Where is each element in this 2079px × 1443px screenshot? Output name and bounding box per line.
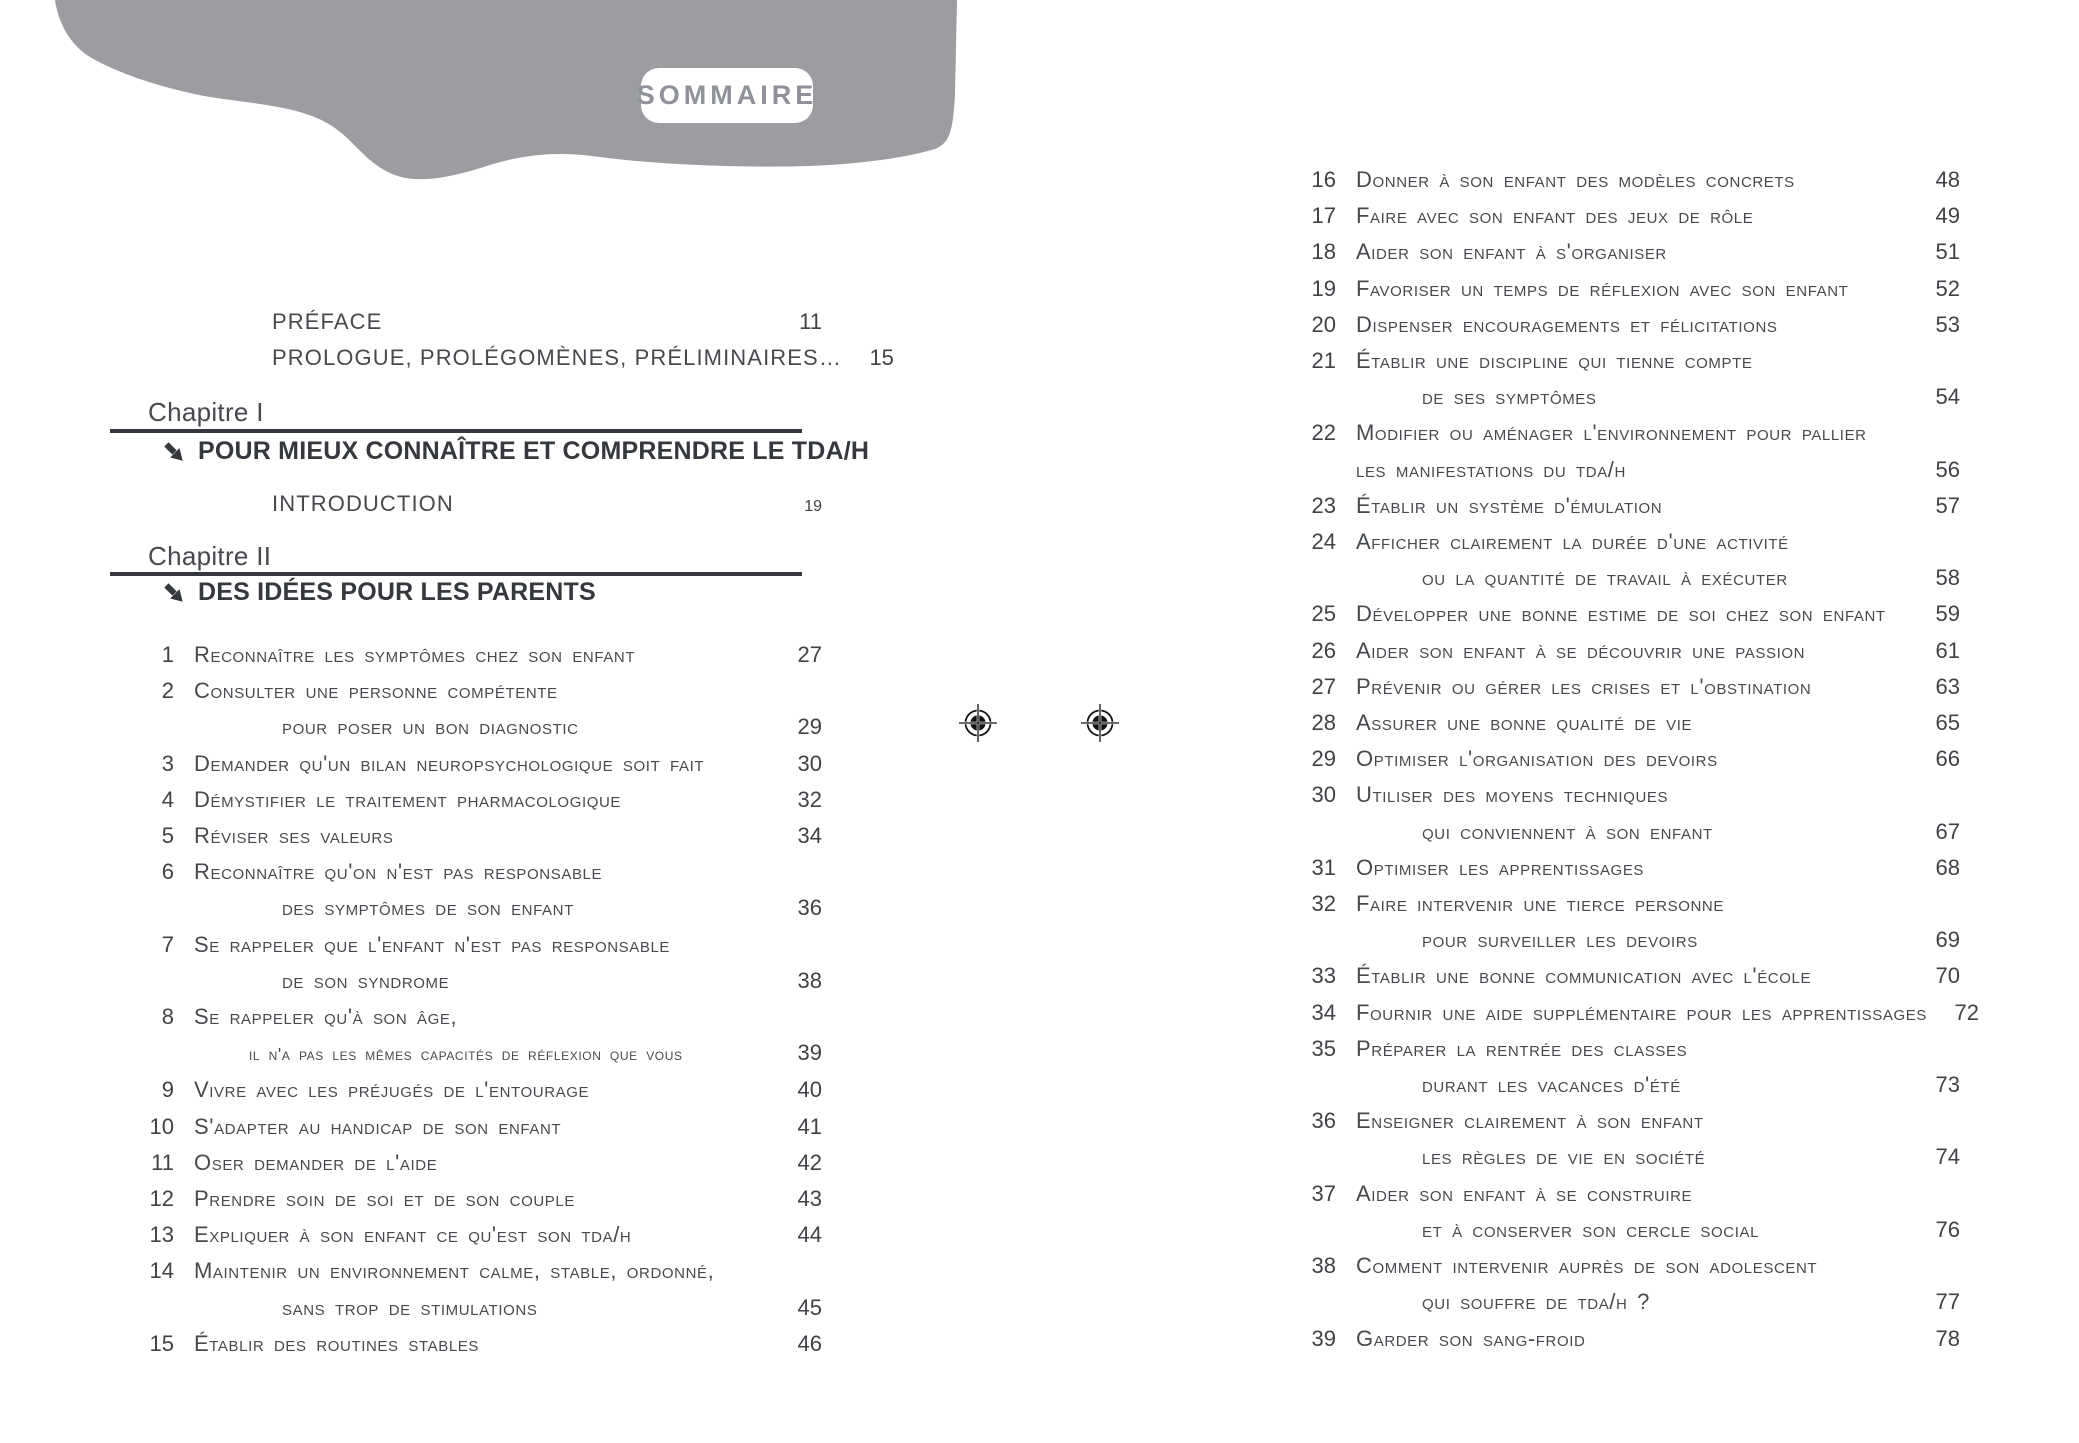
toc-item-title: Enseigner clairement à son enfant [1356,1108,1704,1134]
decorative-blob [0,0,980,200]
toc-row [110,818,822,854]
toc-row [1272,596,1960,632]
toc-row [110,673,822,709]
toc-item-title: les manifestations du tda/h [1356,456,1626,482]
toc-item-number: 5 [161,823,174,849]
toc-row [1272,198,1960,234]
toc-row [1272,1321,1960,1357]
toc-item-number: 13 [149,1222,174,1248]
toc-item-title: Faire avec son enfant des jeux de rôle [1356,203,1754,229]
toc-item-title: qui conviennent à son enfant [1422,818,1713,844]
toc-item-title: de son syndrome [282,967,450,993]
toc-row [1272,1031,1960,1067]
toc-list-left [110,637,822,1362]
toc-row [110,1072,822,1108]
toc-row [1272,741,1960,777]
chapter2-title: DES IDÉES POUR LES PARENTS [198,578,596,606]
toc-item-title: Se rappeler que l'enfant n'est pas responsable [194,931,671,957]
toc-item-title: sans trop de stimulations [282,1294,538,1320]
toc-row [110,999,822,1035]
toc-item-page: 73 [1935,1072,1960,1098]
toc-item-page: 65 [1935,710,1960,736]
toc-item-title: Expliquer à son enfant ce qu'est son tda/h [194,1222,632,1248]
toc-item-page: 66 [1935,746,1960,772]
toc-item-title: Aider son enfant à s'organiser [1356,239,1667,265]
toc-row [110,1109,822,1145]
toc-item-page: 39 [797,1040,822,1066]
toc-item-title: Dispenser encouragements et félicitations [1356,311,1778,337]
toc-row [1272,777,1960,813]
toc-item-page: 48 [1935,167,1960,192]
toc-row [110,1290,822,1326]
toc-item-number: 36 [1311,1108,1336,1134]
toc-item-page: 74 [1935,1144,1960,1170]
toc-row [110,1326,822,1362]
toc-item-title: Afficher clairement la durée d'une activité [1356,529,1789,555]
toc-item-title: PROLOGUE, PROLÉGOMÈNES, PRÉLIMINAIRES… [272,345,842,371]
toc-item-number: 9 [161,1077,174,1103]
toc-item-number: 18 [1311,239,1336,265]
chapter2-title-row [162,578,596,607]
toc-item-page: 72 [1954,999,1979,1025]
toc-row [1272,307,1960,343]
toc-row [1272,1212,1960,1248]
toc-row [1272,922,1960,958]
toc-item-title: Demander qu'un bilan neuropsychologique soit fait [194,750,705,776]
toc-row [110,1035,822,1072]
toc-item-title: Faire intervenir une tierce personne [1356,891,1724,917]
sommaire-badge-label: SOMMAIRE [636,80,818,110]
toc-row [1272,488,1960,524]
toc-item-title: durant les vacances d'été [1422,1072,1681,1098]
toc-item-page: 49 [1935,203,1960,229]
toc-item-page: 63 [1935,673,1960,699]
toc-item-number: 29 [1311,746,1336,772]
toc-item-page: 41 [797,1113,822,1139]
toc-item-number: 39 [1311,1325,1336,1351]
arrow-down-right-icon [162,440,186,464]
toc-item-page: 29 [797,714,822,740]
toc-item-title: Donner à son enfant des modèles concrets [1356,167,1795,192]
toc-item-number: 22 [1311,420,1336,446]
toc-item-title: S'adapter au handicap de son enfant [194,1113,562,1139]
toc-item-title: Prévenir ou gérer les crises et l'obstination [1356,673,1812,699]
toc-row [1272,1284,1960,1320]
toc-item-title: Réviser ses valeurs [194,823,394,849]
chapter-rule [110,572,802,576]
toc-item-page: 57 [1935,492,1960,518]
toc-item-page: 40 [797,1077,822,1103]
toc-item-number: 24 [1311,529,1336,555]
toc-item-title: Comment intervenir auprès de son adolescent [1356,1253,1818,1279]
toc-item-number: 28 [1311,710,1336,736]
toc-item-page: 38 [797,967,822,993]
toc-item-page: 68 [1935,854,1960,880]
toc-item-number: 34 [1311,999,1336,1025]
toc-item-title: Se rappeler qu'à son âge, [194,1004,458,1030]
toc-row [110,1253,822,1289]
toc-item-title: de ses symptômes [1422,384,1597,410]
toc-row [1272,343,1960,379]
toc-item-title: pour surveiller les devoirs [1422,927,1698,953]
toc-item-number: 6 [161,859,174,885]
toc-item-title: Vivre avec les préjugés de l'entourage [194,1077,590,1103]
toc-item-number: 12 [149,1186,174,1212]
front-matter [110,304,894,376]
toc-item-page: 36 [797,895,822,921]
arrow-down-right-icon [162,581,186,605]
toc-item-title: Modifier ou aménager l'environnement pour pallier [1356,420,1867,446]
toc-item-page: 44 [797,1222,822,1248]
toc-item-page: 69 [1935,927,1960,953]
toc-row [110,637,822,673]
toc-row [110,782,822,818]
toc-row [110,746,822,782]
toc-row [110,1181,822,1217]
toc-item-number: 33 [1311,963,1336,989]
toc-row [110,854,822,890]
toc-row [1272,1176,1960,1212]
toc-item-page: 27 [797,642,822,667]
chapter-rule [110,429,802,433]
toc-row [1272,958,1960,994]
toc-item-page: 56 [1935,456,1960,482]
toc-item-title: Développer une bonne estime de soi chez son enfant [1356,601,1886,627]
toc-item-number: 32 [1311,891,1336,917]
toc-row [1272,1248,1960,1284]
toc-item-title: Prendre soin de soi et de son couple [194,1186,575,1212]
toc-item-number: 1 [161,642,174,667]
toc-row [1272,415,1960,451]
registration-target-icon [1078,701,1122,745]
chapter2-label: Chapitre II [148,541,272,571]
toc-item-page: 70 [1935,963,1960,989]
toc-item-page: 58 [1935,565,1960,591]
toc-item-number: 27 [1311,673,1336,699]
toc-item-title: Établir une discipline qui tienne compte [1356,348,1753,374]
toc-row [1272,1067,1960,1103]
toc-row [1272,705,1960,741]
toc-row [1272,995,1979,1031]
toc-item-title: Reconnaître les symptômes chez son enfant [194,642,636,667]
toc-item-title: Optimiser l'organisation des devoirs [1356,746,1718,772]
toc-item-page: 59 [1935,601,1960,627]
toc-item-number: 7 [161,931,174,957]
toc-item-title: Établir des routines stables [194,1330,479,1356]
toc-item-title: Aider son enfant à se découvrir une passion [1356,637,1806,663]
toc-item-page: 53 [1935,311,1960,337]
toc-item-number: 30 [1311,782,1336,808]
toc-item-title: Utiliser des moyens techniques [1356,782,1669,808]
toc-row [1272,1103,1960,1139]
sommaire-badge [636,68,818,123]
introduction-row [110,487,822,524]
toc-list-right [1272,162,1979,1357]
toc-item-page: 76 [1935,1216,1960,1242]
toc-item-number: 21 [1311,348,1336,374]
toc-item-title: qui souffre de tda/h ? [1422,1289,1651,1315]
toc-item-page: 32 [797,786,822,812]
toc-item-title: Oser demander de l'aide [194,1149,438,1175]
toc-item-number: 20 [1311,311,1336,337]
toc-item-page: 78 [1935,1325,1960,1351]
toc-item-number: 17 [1311,203,1336,229]
toc-item-page: 46 [797,1330,822,1356]
toc-row [110,890,822,926]
toc-item-number: 19 [1311,275,1336,301]
toc-item-page: 42 [797,1149,822,1175]
toc-item-number: 15 [149,1330,174,1356]
toc-item-page: 67 [1935,818,1960,844]
toc-item-title: Reconnaître qu'on n'est pas responsable [194,859,603,885]
toc-item-number: 35 [1311,1035,1336,1061]
chapter1-label: Chapitre I [148,397,264,427]
toc-row [1272,1139,1960,1175]
registration-target-icon [956,701,1000,745]
toc-item-title: Consulter une personne compétente [194,678,558,704]
toc-row [1272,379,1960,415]
toc-row [1272,234,1960,270]
toc-row [110,340,894,376]
toc-item-title: les règles de vie en société [1422,1144,1706,1170]
toc-item-page: 34 [797,823,822,849]
toc-row [1272,162,1960,198]
toc-row [110,1217,822,1253]
toc-row [1272,271,1960,307]
toc-item-title: pour poser un bon diagnostic [282,714,579,740]
toc-item-title: Établir une bonne communication avec l'école [1356,963,1812,989]
toc-item-page: 43 [797,1186,822,1212]
toc-row [110,1145,822,1181]
toc-row [110,709,822,745]
toc-item-title: Garder son sang-froid [1356,1325,1586,1351]
toc-item-number: 8 [161,1004,174,1030]
toc-item-page: 45 [797,1294,822,1320]
toc-item-page: 30 [797,750,822,776]
toc-item-number: 26 [1311,637,1336,663]
toc-item-page: 54 [1935,384,1960,410]
toc-item-number: 2 [161,678,174,704]
toc-item-page: 51 [1935,239,1960,265]
toc-item-title: PRÉFACE [272,309,383,334]
toc-row [110,927,822,963]
toc-item-page: 77 [1935,1289,1960,1315]
toc-row [1272,669,1960,705]
toc-item-title: et à conserver son cercle social [1422,1216,1760,1242]
toc-item-number: 38 [1311,1253,1336,1279]
toc-item-title: Aider son enfant à se construire [1356,1180,1693,1206]
toc-item-number: 4 [161,786,174,812]
toc-row [110,304,822,340]
toc-item-page: 61 [1935,637,1960,663]
toc-row [1272,560,1960,596]
toc-item-title: des symptômes de son enfant [282,895,574,921]
toc-item-title: Assurer une bonne qualité de vie [1356,710,1693,736]
toc-item-title: INTRODUCTION [272,491,454,516]
toc-row [110,963,822,999]
toc-row [110,487,822,524]
toc-item-page: 11 [799,309,822,334]
toc-item-number: 25 [1311,601,1336,627]
toc-row [1272,814,1960,850]
toc-item-page: 19 [804,498,822,515]
toc-item-number: 31 [1311,854,1336,880]
toc-item-number: 3 [161,750,174,776]
toc-item-title: Fournir une aide supplémentaire pour les apprentissages [1356,999,1927,1025]
toc-item-title: Préparer la rentrée des classes [1356,1035,1688,1061]
toc-item-title: ou la quantité de travail à exécuter [1422,565,1788,591]
toc-item-title: Optimiser les apprentissages [1356,854,1645,880]
toc-row [1272,850,1960,886]
toc-item-title: Maintenir un environnement calme, stable, ordonné, [194,1258,715,1284]
toc-item-title: Favoriser un temps de réflexion avec son enfant [1356,275,1849,301]
toc-item-number: 14 [149,1258,174,1284]
toc-item-title: il n'a pas les mêmes capacités de réflexion que vous [249,1044,683,1065]
toc-row [1272,452,1960,488]
toc-item-number: 23 [1311,492,1336,518]
toc-row [1272,633,1960,669]
toc-item-title: Établir un système d'émulation [1356,492,1663,518]
toc-item-number: 11 [151,1149,174,1175]
chapter1-title-row [162,437,869,466]
toc-item-page: 52 [1935,275,1960,301]
toc-row [1272,524,1960,560]
toc-item-page: 15 [869,345,894,371]
chapter1-title: POUR MIEUX CONNAÎTRE ET COMPRENDRE LE TDA/H [198,437,870,465]
toc-item-number: 37 [1311,1180,1336,1206]
toc-item-number: 16 [1311,167,1336,192]
toc-item-number: 10 [149,1113,174,1139]
toc-item-title: Démystifier le traitement pharmacologique [194,786,622,812]
toc-row [1272,886,1960,922]
